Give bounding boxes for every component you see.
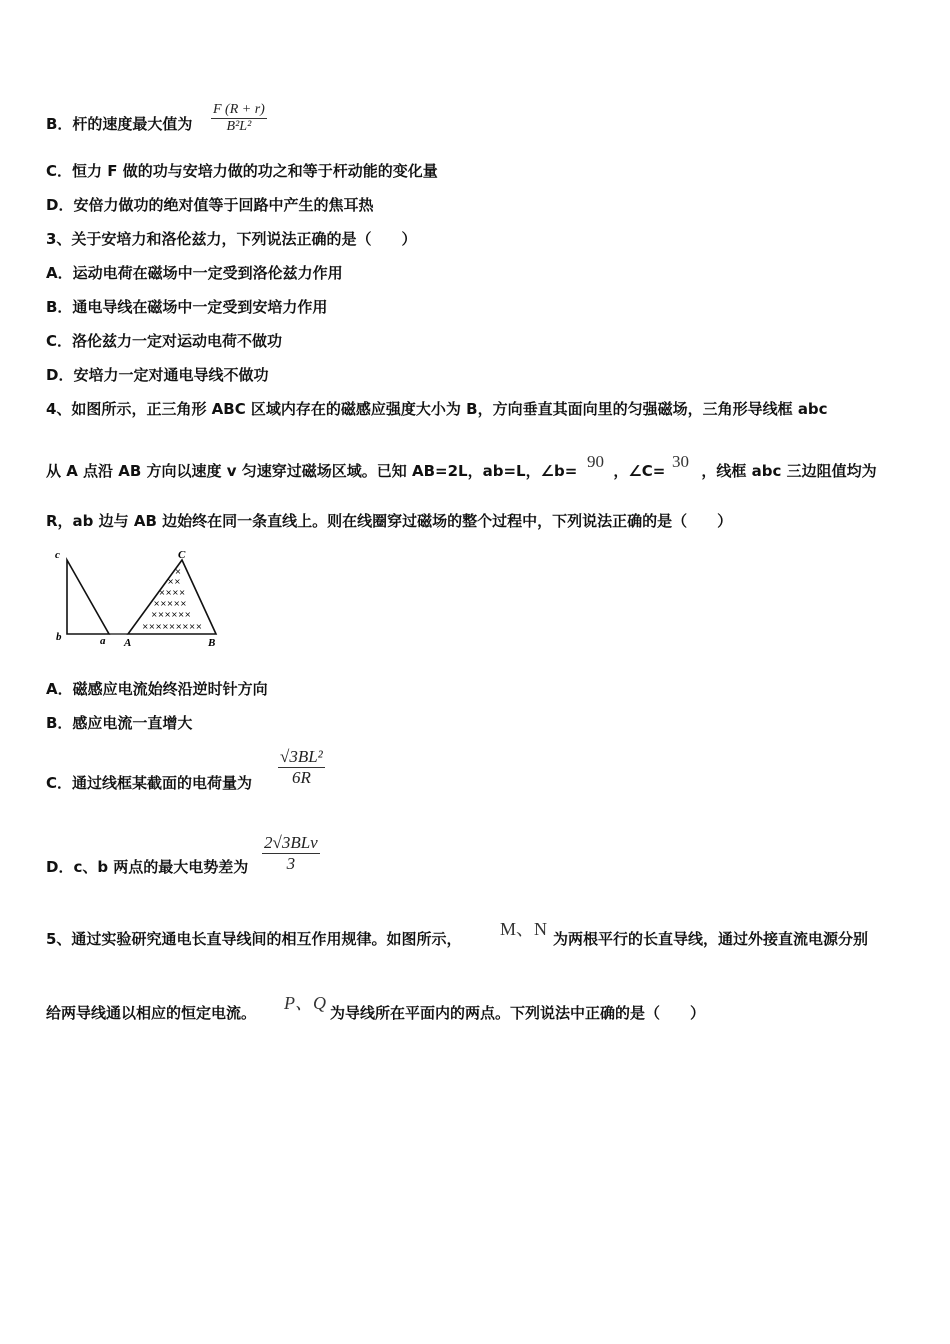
label-A: A (124, 637, 132, 648)
field-row: ×××× (158, 588, 186, 597)
q3-option-c: C．洛伦兹力一定对运动电荷不做功 (46, 332, 283, 350)
magnetic-field-crosses (142, 567, 202, 631)
formula-denominator: 3 (286, 854, 296, 873)
q4-option-d-formula (262, 833, 320, 874)
q5-line2-part2: 为导线所在平面内的两点。下列说法中正确的是（ ） (330, 1004, 706, 1022)
formula-denominator: 6R (291, 768, 311, 787)
q2-option-b (46, 114, 192, 134)
q2-option-b-text: B．杆的速度最大值为 (46, 115, 193, 133)
q3-option-a: A．运动电荷在磁场中一定受到洛伦兹力作用 (46, 264, 343, 282)
label-C: C (178, 549, 186, 561)
q4-line2-part2: ，∠C= (613, 462, 666, 480)
q4-option-d-text: D．c、b 两点的最大电势差为 (46, 858, 249, 876)
q5-line1-part2: 为两根平行的长直导线，通过外接直流电源分别 (553, 930, 869, 948)
label-c: c (55, 549, 60, 561)
q4-option-a: A．磁感应电流始终沿逆时针方向 (46, 680, 268, 698)
q2-option-c: C．恒力 F 做的功与安培力做的功之和等于杆动能的变化量 (46, 162, 438, 180)
q5-points-pq: P、Q (284, 993, 326, 1013)
q4-line2-part3: ，线框 abc 三边阻值均为 (701, 462, 877, 480)
label-B: B (208, 637, 216, 648)
q3-stem: 3、关于安培力和洛伦兹力，下列说法正确的是（ ） (46, 230, 417, 248)
q5-stem-line1 (46, 929, 461, 949)
q4-option-c (46, 773, 252, 793)
q4-option-d (46, 857, 248, 877)
field-row: ×× (167, 577, 181, 586)
q4-option-c-text: C．通过线框某截面的电荷量为 (46, 774, 253, 792)
q5-stem-line2 (46, 1003, 256, 1023)
q2-option-b-formula (211, 102, 267, 135)
field-row: × (174, 567, 182, 576)
q4-option-c-formula (278, 747, 325, 788)
label-a: a (100, 635, 106, 647)
q4-stem-line1: 4、如图所示，正三角形 ABC 区域内存在的磁感应强度大小为 B，方向垂直其面向里的匀强磁场，三角形导线框 abc (46, 400, 828, 418)
q2-option-d: D．安倍力做功的绝对值等于回路中产生的焦耳热 (46, 196, 374, 214)
q4-figure (50, 548, 230, 648)
formula-numerator: √3BL² (280, 747, 323, 766)
q4-line2-part1: 从 A 点沿 AB 方向以速度 v 匀速穿过磁场区域。已知 AB=2L，ab=L，∠b= (46, 462, 578, 480)
field-row: ××××××××× (141, 622, 203, 631)
label-b: b (56, 631, 62, 643)
q5-wires-mn: M、N (500, 919, 548, 939)
q4-stem-line3: R，ab 边与 AB 边始终在同一条直线上。则在线圈穿过磁场的整个过程中，下列说法正确的是（ ） (46, 512, 733, 530)
q5-line2-part1: 给两导线通以相应的恒定电流。 (46, 1004, 257, 1022)
angle-b-value: 90 (587, 452, 604, 471)
field-row: ×××××× (150, 610, 192, 619)
angle-c-value: 30 (672, 452, 689, 471)
field-row: ××××× (153, 599, 187, 608)
formula-denominator: B²L² (226, 119, 252, 134)
q3-option-d: D．安培力一定对通电导线不做功 (46, 366, 269, 384)
wire-frame-triangle (67, 560, 109, 634)
q5-line1-part1: 5、通过实验研究通电长直导线间的相互作用规律。如图所示， (46, 930, 462, 948)
q3-option-b: B．通电导线在磁场中一定受到安培力作用 (46, 298, 328, 316)
formula-numerator: F (R + r) (213, 102, 265, 117)
q4-stem-line2 (46, 461, 877, 481)
q4-option-b: B．感应电流一直增大 (46, 714, 193, 732)
formula-numerator: 2√3BLv (264, 833, 318, 852)
